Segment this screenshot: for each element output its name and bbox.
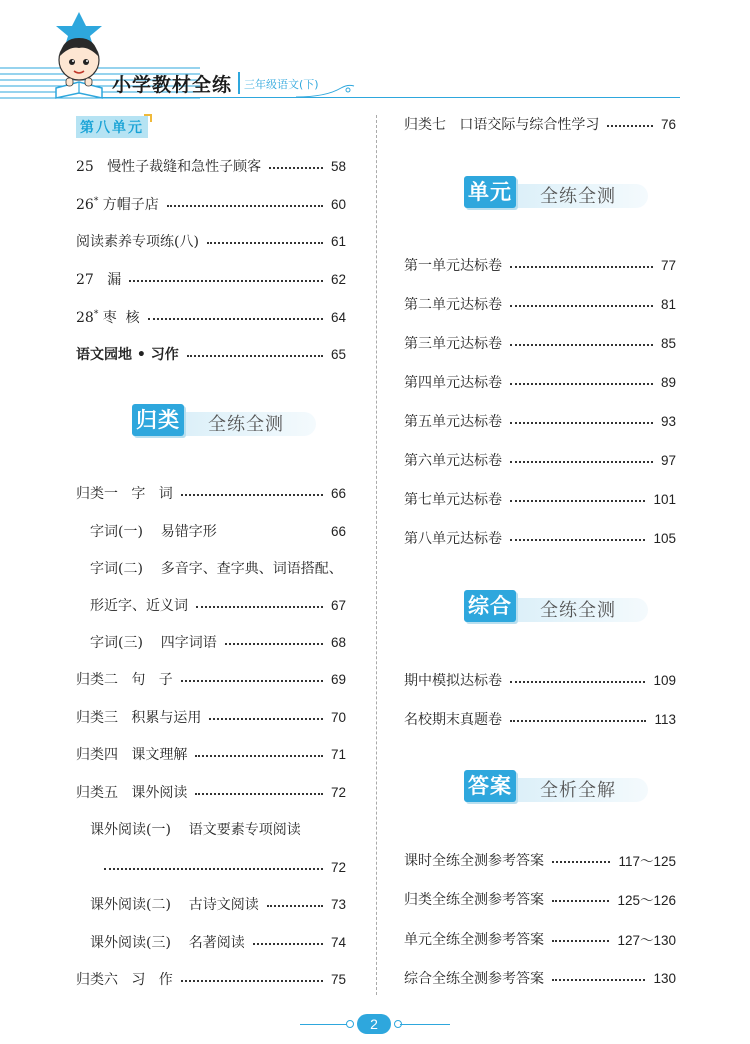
toc-label: 课时全练全测参考答案 bbox=[404, 853, 544, 869]
toc-label: 第二单元达标卷 bbox=[404, 297, 502, 313]
toc-row-ziti-2-cont[interactable] bbox=[90, 594, 346, 616]
dot-leader bbox=[129, 280, 323, 282]
toc-label: 课外阅读(一) 语文要素专项阅读 bbox=[90, 822, 301, 838]
page-number: 77 bbox=[660, 257, 676, 273]
page-number: 60 bbox=[330, 196, 346, 212]
toc-label: 阅读素养专项练(八) bbox=[76, 234, 199, 250]
dot-leader bbox=[269, 167, 323, 169]
page-number: 72 bbox=[330, 784, 346, 800]
dot-leader bbox=[195, 755, 323, 757]
dot-leader bbox=[267, 905, 323, 907]
page-number: 109 bbox=[653, 672, 676, 688]
unit-eight-badge bbox=[76, 116, 148, 138]
toc-row-lesson-26[interactable] bbox=[76, 193, 346, 215]
badge-corner-icon bbox=[144, 114, 152, 122]
dot-leader bbox=[196, 606, 323, 608]
toc-row-final-exam[interactable] bbox=[404, 708, 676, 730]
dot-leader bbox=[552, 979, 645, 981]
mascot-reading-icon bbox=[48, 10, 110, 100]
toc-row-guilei-1[interactable] bbox=[76, 482, 346, 504]
page-number: 66 bbox=[330, 523, 346, 539]
toc-label: 单元全练全测参考答案 bbox=[404, 932, 544, 948]
book-title: 小学教材全练 bbox=[112, 74, 233, 96]
toc-row-reading-practice[interactable] bbox=[76, 230, 346, 252]
toc-label: 第五单元达标卷 bbox=[404, 414, 502, 430]
toc-label: 名校期末真题卷 bbox=[404, 712, 502, 728]
toc-label: 期中模拟达标卷 bbox=[404, 673, 502, 689]
lesson-title: 漏 bbox=[107, 272, 122, 288]
toc-label: 归类一 字 词 bbox=[76, 486, 173, 502]
toc-row-unit-test-8[interactable] bbox=[404, 527, 676, 549]
lesson-number: 25 bbox=[76, 159, 94, 175]
page-number: 127～130 bbox=[617, 933, 676, 948]
toc-row-unit-test-3[interactable] bbox=[404, 332, 676, 354]
toc-label: 字词(三) 四字词语 bbox=[90, 635, 217, 651]
toc-label bbox=[76, 269, 121, 289]
optional-mark: * bbox=[93, 309, 99, 320]
page-number: 117～125 bbox=[618, 854, 676, 869]
page-number: 62 bbox=[330, 271, 346, 287]
toc-row-guilei-6[interactable] bbox=[76, 968, 346, 990]
toc-row-reading-2[interactable] bbox=[90, 893, 346, 915]
lesson-number: 26 bbox=[76, 197, 94, 213]
page-number: 81 bbox=[660, 296, 676, 312]
page-number: 97 bbox=[660, 452, 676, 468]
dot-leader bbox=[209, 718, 323, 720]
toc-label: 课外阅读(三) 名著阅读 bbox=[90, 935, 245, 951]
dot-leader bbox=[510, 461, 653, 463]
toc-label: 语文园地 • 习作 bbox=[76, 347, 179, 363]
dot-leader bbox=[510, 383, 653, 385]
section-banner-daan bbox=[464, 770, 654, 804]
column-divider bbox=[376, 115, 377, 995]
lesson-number: 27 bbox=[76, 272, 94, 288]
page-number: 58 bbox=[330, 158, 346, 174]
banner-sub-label: 全练全测 bbox=[208, 414, 284, 435]
banner-main-label: 答案 bbox=[464, 770, 516, 802]
lesson-title: 方帽子店 bbox=[102, 197, 159, 213]
banner-main-label: 单元 bbox=[464, 176, 516, 208]
toc-label: 第一单元达标卷 bbox=[404, 258, 502, 274]
page-number: 64 bbox=[330, 309, 346, 325]
lesson-title: 枣 核 bbox=[102, 310, 140, 326]
toc-label: 归类二 句 子 bbox=[76, 672, 173, 688]
footer-line-left bbox=[300, 1024, 350, 1025]
dot-leader bbox=[225, 643, 323, 645]
page-number: 61 bbox=[330, 233, 346, 249]
dot-leader bbox=[552, 940, 609, 942]
toc-row-unit-test-7[interactable] bbox=[404, 488, 676, 510]
toc-label bbox=[76, 194, 159, 214]
toc-label: 字词(二) 多音字、查字典、词语搭配、 bbox=[90, 561, 343, 577]
page-number: 74 bbox=[330, 934, 346, 950]
page-number: 130 bbox=[653, 970, 676, 986]
section-banner-danyuan bbox=[464, 176, 654, 210]
dot-leader bbox=[510, 539, 645, 541]
toc-row-lesson-25[interactable] bbox=[76, 155, 346, 177]
footer-page-number: 2 bbox=[357, 1014, 391, 1034]
dot-leader bbox=[607, 125, 653, 127]
toc-label: 第六单元达标卷 bbox=[404, 453, 502, 469]
toc-label: 归类三 积累与运用 bbox=[76, 710, 202, 726]
toc-row-unit-test-1[interactable] bbox=[404, 254, 676, 276]
dot-leader bbox=[181, 680, 323, 682]
toc-row-language-garden[interactable] bbox=[76, 343, 346, 365]
footer-line-right bbox=[400, 1024, 450, 1025]
unit-badge-label: 第八单元 bbox=[80, 120, 144, 136]
page-number: 125～126 bbox=[617, 893, 676, 908]
dot-leader bbox=[510, 681, 645, 683]
toc-row-unit-test-5[interactable] bbox=[404, 410, 676, 432]
dot-leader bbox=[510, 422, 653, 424]
toc-row-answers-comprehensive[interactable] bbox=[404, 967, 676, 989]
toc-row-lesson-28[interactable] bbox=[76, 306, 346, 328]
page-number: 72 bbox=[330, 859, 346, 875]
toc-label: 第四单元达标卷 bbox=[404, 375, 502, 391]
toc-row-answers-unit[interactable] bbox=[404, 928, 676, 950]
toc-label: 第七单元达标卷 bbox=[404, 492, 502, 508]
toc-label: 第三单元达标卷 bbox=[404, 336, 502, 352]
toc-row-lesson-27[interactable] bbox=[76, 268, 346, 290]
optional-mark: * bbox=[93, 196, 99, 207]
toc-row-guilei-7[interactable] bbox=[404, 113, 676, 135]
toc-row-ziti-2[interactable] bbox=[90, 557, 346, 579]
page-number: 70 bbox=[330, 709, 346, 725]
page-number: 66 bbox=[330, 485, 346, 501]
dot-leader bbox=[253, 943, 323, 945]
dot-leader bbox=[510, 500, 645, 502]
toc-label bbox=[76, 307, 140, 327]
toc-row-unit-test-2[interactable] bbox=[404, 293, 676, 315]
page-number: 85 bbox=[660, 335, 676, 351]
section-banner-zonghe bbox=[464, 590, 654, 624]
dot-leader bbox=[181, 980, 323, 982]
dot-leader bbox=[510, 720, 646, 722]
banner-main-label: 归类 bbox=[132, 404, 184, 436]
banner-sub-label: 全析全解 bbox=[540, 780, 616, 801]
dot-leader bbox=[552, 861, 610, 863]
toc-row-ziti-1[interactable] bbox=[90, 520, 346, 542]
toc-row-reading-3[interactable] bbox=[90, 931, 346, 953]
toc-row-unit-test-4[interactable] bbox=[404, 371, 676, 393]
page-number: 89 bbox=[660, 374, 676, 390]
dot-leader bbox=[195, 793, 323, 795]
toc-label: 归类四 课文理解 bbox=[76, 747, 188, 763]
page-number: 75 bbox=[330, 971, 346, 987]
header-separator bbox=[238, 72, 240, 94]
toc-row-reading-1[interactable] bbox=[90, 818, 346, 840]
page-number: 105 bbox=[653, 530, 676, 546]
toc-label: 归类全练全测参考答案 bbox=[404, 892, 544, 908]
page-number: 69 bbox=[330, 671, 346, 687]
toc-row-midterm[interactable] bbox=[404, 669, 676, 691]
toc-label: 归类七 口语交际与综合性学习 bbox=[404, 117, 600, 133]
book-subtitle: 三年级语文(下) bbox=[244, 78, 319, 91]
toc-row-answers-lesson[interactable] bbox=[404, 849, 676, 871]
dot-leader bbox=[181, 494, 323, 496]
page-number: 67 bbox=[330, 597, 346, 613]
banner-sub-label: 全练全测 bbox=[540, 600, 616, 621]
toc-row-unit-test-6[interactable] bbox=[404, 449, 676, 471]
dot-leader bbox=[104, 868, 323, 870]
lesson-number: 28 bbox=[76, 310, 94, 326]
page-number: 71 bbox=[330, 746, 346, 762]
toc-label: 形近字、近义词 bbox=[90, 598, 188, 614]
page-number: 73 bbox=[330, 896, 346, 912]
toc-row-guilei-2[interactable] bbox=[76, 668, 346, 690]
dot-leader bbox=[510, 305, 653, 307]
lesson-title: 慢性子裁缝和急性子顾客 bbox=[107, 159, 262, 175]
banner-sub-label: 全练全测 bbox=[540, 186, 616, 207]
dot-leader bbox=[148, 318, 323, 320]
dot-leader bbox=[167, 205, 323, 207]
toc-row-guilei-5[interactable] bbox=[76, 781, 346, 803]
toc-label: 字词(一) 易错字形 bbox=[90, 524, 217, 540]
toc-label: 课外阅读(二) 古诗文阅读 bbox=[90, 897, 259, 913]
toc-label: 第八单元达标卷 bbox=[404, 531, 502, 547]
dot-leader bbox=[510, 344, 653, 346]
page-number: 68 bbox=[330, 634, 346, 650]
banner-main-label: 综合 bbox=[464, 590, 516, 622]
toc-label: 综合全练全测参考答案 bbox=[404, 971, 544, 987]
page-number: 101 bbox=[653, 491, 676, 507]
page-number: 93 bbox=[660, 413, 676, 429]
page-number: 65 bbox=[330, 346, 346, 362]
toc-row-reading-1-cont[interactable] bbox=[104, 856, 346, 878]
toc-row-guilei-4[interactable] bbox=[76, 743, 346, 765]
toc-row-guilei-3[interactable] bbox=[76, 706, 346, 728]
dot-leader bbox=[207, 242, 323, 244]
dot-leader bbox=[552, 900, 609, 902]
toc-label bbox=[76, 156, 261, 176]
section-banner-guilei bbox=[132, 404, 322, 438]
toc-label: 归类五 课外阅读 bbox=[76, 785, 188, 801]
toc-label: 归类六 习 作 bbox=[76, 972, 173, 988]
dot-leader bbox=[187, 355, 323, 357]
dot-leader bbox=[510, 266, 653, 268]
header-rule bbox=[100, 97, 680, 98]
footer-dot-left-icon bbox=[346, 1020, 354, 1028]
page-number: 76 bbox=[660, 116, 676, 132]
toc-row-answers-category[interactable] bbox=[404, 888, 676, 910]
toc-row-ziti-3[interactable] bbox=[90, 631, 346, 653]
page-number: 113 bbox=[654, 711, 676, 727]
